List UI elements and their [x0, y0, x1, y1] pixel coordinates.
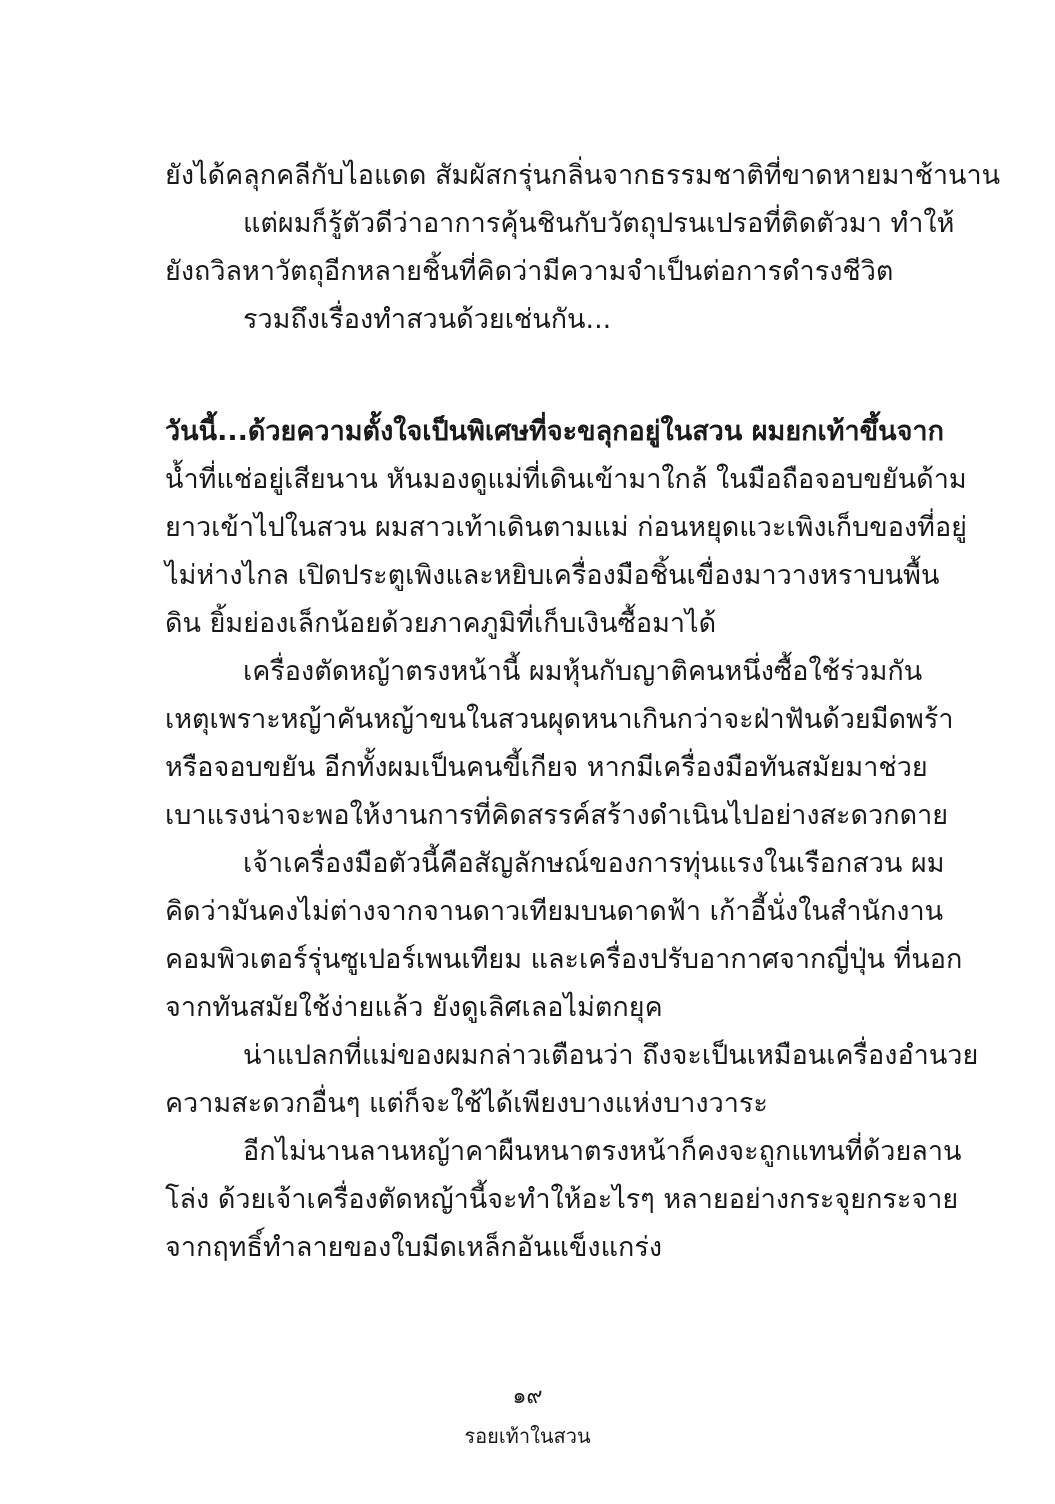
paragraph-line: น่าแปลกที่แม่ของผมกล่าวเตือนว่า ถึงจะเป็นเหมือนเครื่องอำนวย	[243, 1040, 979, 1071]
paragraph-line: จากทันสมัยใช้ง่ายแล้ว ยังดูเลิศเลอไม่ตกยุค	[165, 992, 663, 1023]
paragraph-line: เจ้าเครื่องมือตัวนี้คือสัญลักษณ์ของการทุ่นแรงในเรือกสวน ผม	[243, 848, 945, 879]
section-break	[165, 344, 915, 408]
paragraph-line: โล่ง ด้วยเจ้าเครื่องตัดหญ้านี้จะทำให้อะไรๆ หลายอย่างกระจุยกระจาย	[165, 1184, 959, 1215]
paragraph-line: ดิน ยิ้มย่องเล็กน้อยด้วยภาคภูมิที่เก็บเงินซื้อมาได้	[165, 608, 717, 639]
book-title: รอยเท้าในสวน	[464, 1424, 591, 1448]
paragraph-line: ยังได้คลุกคลีกับไอแดด สัมผัสกรุ่นกลิ่นจากธรรมชาติที่ขาดหายมาช้านาน	[165, 160, 1001, 191]
paragraph-line: อีกไม่นานลานหญ้าคาผืนหนาตรงหน้าก็คงจะถูกแทนที่ด้วยลาน	[243, 1136, 962, 1167]
paragraph-line: หรือจอบขยัน อีกทั้งผมเป็นคนขี้เกียจ หากมีเครื่องมือทันสมัยมาช่วย	[165, 752, 928, 783]
section-opening-line: วันนี้...ด้วยความตั้งใจเป็นพิเศษที่จะขลุกอยู่ในสวน ผมยกเท้าขึ้นจาก	[165, 416, 944, 447]
paragraph-line: ไม่ห่างไกล เปิดประตูเพิงและหยิบเครื่องมือชิ้นเขื่องมาวางหราบนพื้น	[165, 560, 940, 591]
paragraph-line: ยาวเข้าไปในสวน ผมสาวเท้าเดินตามแม่ ก่อนหยุดแวะเพิงเก็บของที่อยู่	[165, 512, 967, 543]
paragraph-line: เหตุเพราะหญ้าคันหญ้าขนในสวนผุดหนาเกินกว่าจะฝ่าฟันด้วยมีดพร้า	[165, 704, 954, 735]
paragraph-line: เบาแรงน่าจะพอให้งานการที่คิดสรรค์สร้างดำเนินไปอย่างสะดวกดาย	[165, 800, 949, 831]
body-text	[165, 152, 1001, 1272]
paragraph-line: แต่ผมก็รู้ตัวดีว่าอาการคุ้นชินกับวัตถุปรนเปรอที่ติดตัวมา ทำให้	[243, 208, 955, 239]
paragraph-line: ยังถวิลหาวัตถุอีกหลายชิ้นที่คิดว่ามีความจำเป็นต่อการดำรงชีวิต	[165, 256, 894, 287]
paragraph-line: เครื่องตัดหญ้าตรงหน้านี้ ผมหุ้นกับญาติคนหนึ่งซื้อใช้ร่วมกัน	[243, 656, 923, 687]
page-number: ๑๙	[512, 1384, 543, 1409]
paragraph-line: น้ำที่แช่อยู่เสียนาน หันมองดูแม่ที่เดินเข้ามาใกล้ ในมือถือจอบขยันด้าม	[165, 464, 967, 495]
paragraph-line: คอมพิวเตอร์รุ่นซูเปอร์เพนเทียม และเครื่องปรับอากาศจากญี่ปุ่น ที่นอก	[165, 944, 963, 975]
paragraph-line: จากฤทธิ์ทำลายของใบมีดเหล็กอันแข็งแกร่ง	[165, 1232, 663, 1263]
paragraph-line: ความสะดวกอื่นๆ แต่ก็จะใช้ได้เพียงบางแห่งบางวาระ	[165, 1088, 768, 1119]
paragraph-line: รวมถึงเรื่องทำสวนด้วยเช่นกัน...	[243, 304, 612, 335]
paragraph-line: คิดว่ามันคงไม่ต่างจากจานดาวเทียมบนดาดฟ้า เก้าอี้นั่งในสำนักงาน	[165, 896, 944, 927]
